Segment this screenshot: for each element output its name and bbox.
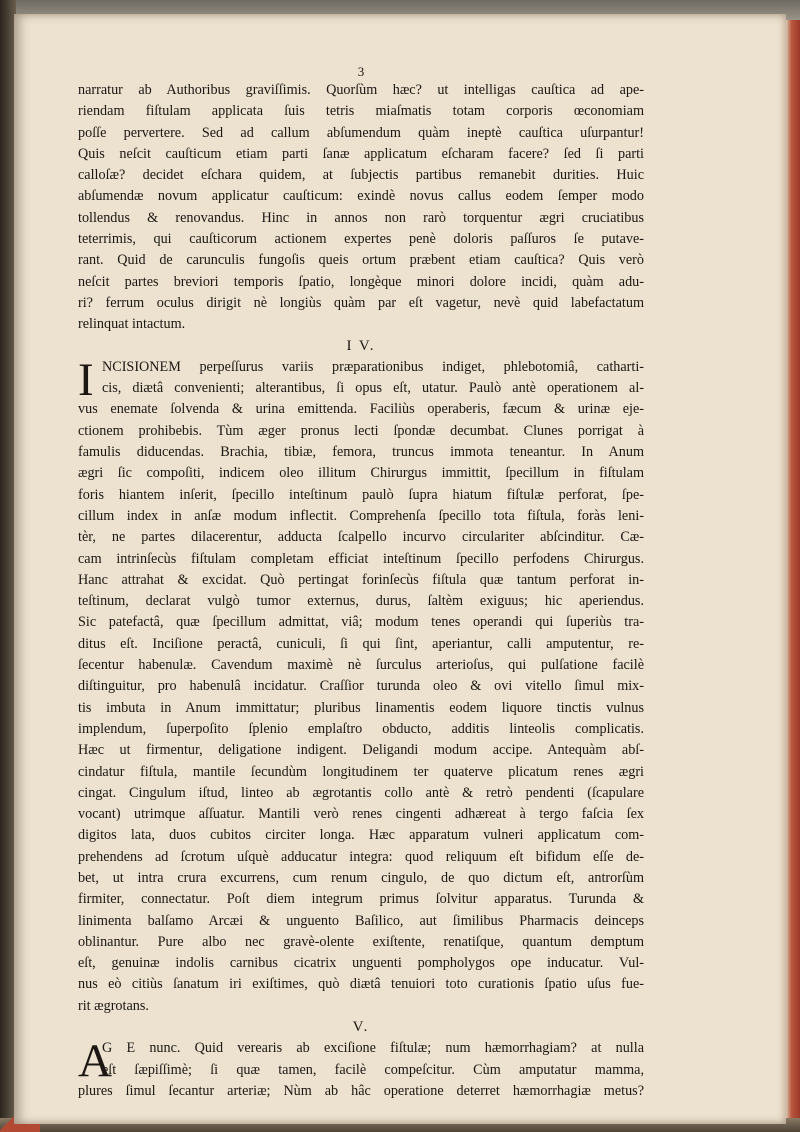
text-line: poſſe pervertere. Sed ad callum abſumendum quàm ineptè cauſtica uſurpantur! (78, 124, 644, 141)
text-line: cam intrinſecùs fiſtulam completam efficiat inteſtinum ſpecillo perfodens Chirurgus. (78, 550, 644, 567)
paragraph-2 (78, 353, 644, 1017)
text-line: linimenta balſamo Arcæi & unguento Baſilico, aut ſimilibus Pharmacis deinceps (78, 912, 644, 929)
text-line: NCISIONEM perpeſſurus variis præparationibus indiget, phlebotomiâ, catharti- (102, 358, 644, 375)
text-line: tollendus & renovandus. Hinc in annos non rarò torquentur ægri cruciatibus (78, 209, 644, 226)
text-line: neſcit partes breviori temporis ſpatio, longèque minori dolore incidi, quàm adu- (78, 273, 644, 290)
text-line: eſt ſæpiſſimè; ſi quæ tamen, facilè compeſcitur. Cùm amputatur mamma, (102, 1061, 644, 1078)
text-line: nus eò citiùs ſanatum iri exiſtimes, quò diætâ tenuiori toto curationis ſpatio uſus fue- (78, 976, 644, 993)
text-line: rit ægrotans. (78, 997, 149, 1014)
text-line: ri? ferrum oculus dirigit nè longiùs quàm par eſt vagetur, nevè quid labefactatum (78, 294, 644, 311)
text-line: narratur ab Authoribus graviſſimis. Quorſùm hæc? ut intelligas cauſtica ad ape- (78, 82, 644, 98)
text-line: ditus eſt. Inciſione peractâ, cuniculi, ſi qui ſint, aperiantur, calli amputentur, re- (78, 635, 644, 652)
text-line: eſt, genuinæ indolis carnibus cicatrix unguenti pompholygos ope inducatur. Vul- (78, 955, 644, 972)
text-line: plures ſimul ſecantur arteriæ; Nùm ab hâc operatione deterret hæmorrhagiæ metus? (78, 1082, 644, 1099)
text-line: Hæc ut firmentur, deligatione indigent. Deligandi modum accipe. Antequàm abſ- (78, 742, 644, 759)
page-number: 3 (357, 64, 365, 79)
text-line: riendam fiſtulam applicata ſuis tetris miaſmatis totam corporis œconomiam (78, 103, 644, 120)
text-line: cindatur fiſtula, mantile ſecundùm longitudinem ter quaterve plicatum renes ægri (78, 763, 644, 780)
text-line: Sic patefactâ, quæ ſpecillum admittat, viâ; modum tenes operandi qui ſuperiùs tra- (78, 614, 644, 631)
text-line: implendum, ſuperpoſito ſplenio emplaſtro obducto, additis linteolis complicatis. (78, 720, 644, 737)
text-line: G E nunc. Quid verearis ab exciſione fiſtulæ; num hæmorrhagiam? at nulla (102, 1040, 644, 1057)
text-line: prehendens ad ſcrotum uſquè adducatur integra: quod reliquum eſt bifidum eſſe de- (78, 848, 644, 865)
text-line: tis imbuta in Anum immittatur; pluribus linamentis eodem liquore tinctis vulnus (78, 699, 644, 716)
text-line: cingat. Cingulum iſtud, linteo ab ægrotantis collo antè & retrò pendenti (ſcapulare (78, 784, 644, 801)
text-line: teterrimis, qui cauſticorum actionem expertes penè doloris paſſuros ſe putave- (78, 231, 644, 248)
paragraph-3 (78, 1035, 644, 1102)
text-line: tèr, ne partes dilacerentur, adducta ſcalpello incurvo circulariter abſcinditur. Cæ- (78, 529, 644, 546)
text-line: foris hiantem inſerit, ſpecillo inteſtinum paulò ſupra hiatum fiſtulæ perforat, ſpe- (78, 486, 644, 503)
book-fore-edge (786, 20, 800, 1132)
text-line: Quis neſcit cauſticum etiam parti ſanæ applicatum eſcharam facere? ſed ſi parti (78, 145, 644, 162)
text-line: diſtinguitur, pro habenulâ incidatur. Craſſior turunda oleo & ovi vitello ſimul mix- (78, 678, 644, 695)
text-line: ctionem prohibebis. Tùm æger pronus lecti ſpondæ decumbat. Clunes porrigat à (78, 422, 644, 439)
text-line: teſtinum, declarat vulgò tumor externus, durus, ſaltèm exiguus; hic aperiendus. (78, 593, 644, 610)
text-line: ægri ſic compoſiti, indicem oleo illitum Chirurgus immittit, ſpecillum in fiſtulam (78, 465, 644, 482)
text-line: bet, ut intra crura excurrens, cum renum cingulo, de quo dictum eſt, antrorſùm (78, 869, 644, 886)
drop-cap: I (78, 353, 94, 406)
text-line: digitos lata, duos cubitos circiter longa. Hæc apparatum vulneri applicatum com- (78, 827, 644, 844)
drop-cap: A (78, 1035, 112, 1088)
text-line: Hanc attrahat & excidat. Quò pertingat forinſecùs fiſtula quæ tantum perforat in- (78, 571, 644, 588)
text-line: firmiter, connectatur. Poſt diem integrum primus ſolvitur apparatus. Turunda & (78, 891, 644, 908)
text-line: cis, diætâ convenienti; alterantibus, ſi opus eſt, utatur. Paulò antè operationem al- (102, 380, 644, 397)
text-line: abſumendæ novum applicatur cauſticum: exindè novus callus eodem ſemper modo (78, 188, 644, 205)
text-line: vocant) utrimque aſſuatur. Mantili verò renes cingenti adhæreat à tergo faſcia ſex (78, 806, 644, 823)
text-line: vus enemate ſolvenda & urina emittenda. Faciliùs operaberis, fæcum & urinæ eje- (78, 401, 644, 418)
text-line: oblinantur. Pure albo nec gravè-olente exiſtente, renatiſque, quantum demptum (78, 933, 644, 950)
text-line: ſecentur habenulæ. Cavendum maximè nè ſurculus arterioſus, qui pulſatione facilè (78, 657, 644, 674)
paragraph-1 (78, 80, 644, 336)
section-heading-v: V. (352, 1019, 370, 1036)
text-line: cillum index in anſæ modum inflectit. Comprehenſa ſpecillo tota fiſtula, foràs leni- (78, 507, 644, 524)
text-line: famulis diducendas. Brachia, tibiæ, femora, truncus immota teneantur. In Anum (78, 444, 644, 461)
page-text (78, 64, 644, 1102)
text-line: calloſæ? decidet eſchara quidem, at ſubjectis partibus remanebit durities. Huic (78, 167, 644, 184)
text-line: relinquat intactum. (78, 316, 186, 333)
text-line: rant. Quid de carunculis fungoſis queis ortum præbent etiam cauſtica? Quis verò (78, 252, 644, 269)
section-heading-iv: I V. (346, 337, 376, 354)
